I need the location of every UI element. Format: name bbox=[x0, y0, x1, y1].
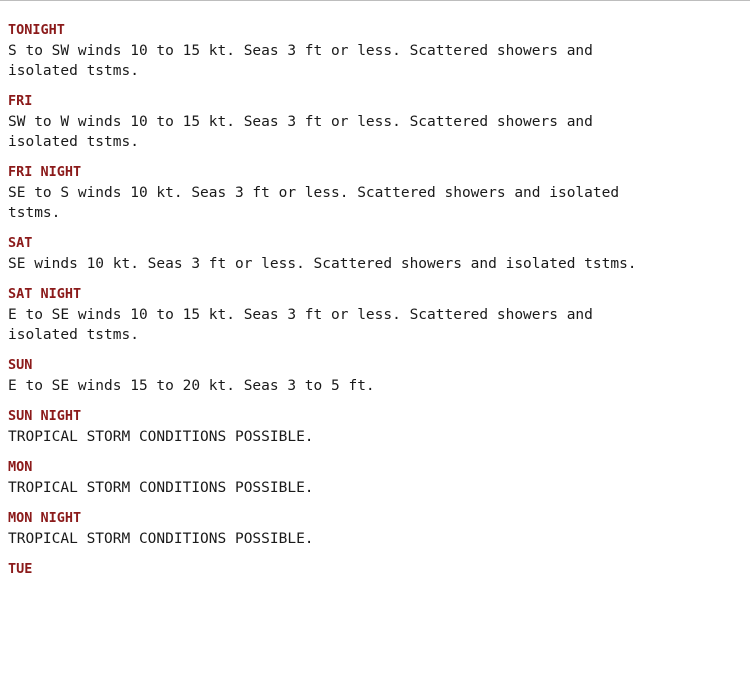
period-title: SAT bbox=[8, 235, 33, 251]
period-title: FRI bbox=[8, 93, 33, 109]
forecast-period bbox=[8, 457, 742, 498]
period-title: MON NIGHT bbox=[8, 510, 82, 526]
forecast-period bbox=[8, 559, 742, 579]
period-title: SAT NIGHT bbox=[8, 286, 82, 302]
period-text: E to SE winds 15 to 20 kt. Seas 3 to 5 ft. bbox=[8, 378, 375, 394]
period-text: TROPICAL STORM CONDITIONS POSSIBLE. bbox=[8, 531, 314, 547]
forecast-period bbox=[8, 162, 742, 223]
forecast-period bbox=[8, 20, 742, 81]
period-text: SW to W winds 10 to 15 kt. Seas 3 ft or less. Scattered showers and isolated tstms. bbox=[8, 114, 602, 150]
period-title: SUN bbox=[8, 357, 33, 373]
forecast-period bbox=[8, 406, 742, 447]
forecast-period bbox=[8, 91, 742, 152]
top-divider bbox=[0, 0, 750, 1]
period-text: S to SW winds 10 to 15 kt. Seas 3 ft or less. Scattered showers and isolated tstms. bbox=[8, 43, 602, 79]
period-title: TONIGHT bbox=[8, 22, 65, 38]
forecast-period bbox=[8, 233, 742, 274]
period-title: MON bbox=[8, 459, 33, 475]
forecast-period-list bbox=[8, 20, 742, 579]
period-text: E to SE winds 10 to 15 kt. Seas 3 ft or less. Scattered showers and isolated tstms. bbox=[8, 307, 602, 343]
forecast-period bbox=[8, 355, 742, 396]
period-title: TUE bbox=[8, 561, 33, 577]
period-title: FRI NIGHT bbox=[8, 164, 82, 180]
forecast-period bbox=[8, 508, 742, 549]
period-title: SUN NIGHT bbox=[8, 408, 82, 424]
period-text: SE to S winds 10 kt. Seas 3 ft or less. Scattered showers and isolated tstms. bbox=[8, 185, 628, 221]
forecast-period bbox=[8, 284, 742, 345]
period-text: SE winds 10 kt. Seas 3 ft or less. Scattered showers and isolated tstms. bbox=[8, 256, 637, 272]
period-text: TROPICAL STORM CONDITIONS POSSIBLE. bbox=[8, 480, 314, 496]
period-text: TROPICAL STORM CONDITIONS POSSIBLE. bbox=[8, 429, 314, 445]
